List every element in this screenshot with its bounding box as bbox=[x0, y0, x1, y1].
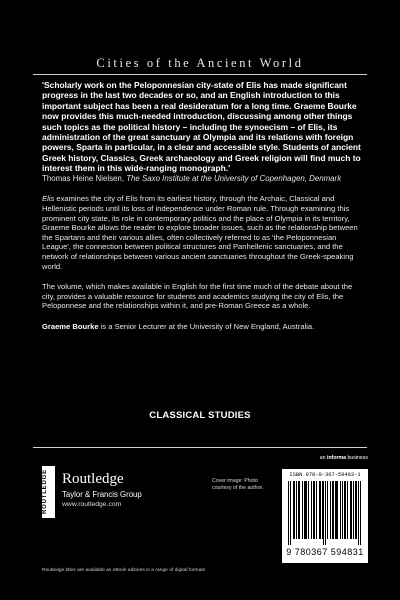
book-title-italic: Elis bbox=[42, 194, 55, 204]
barcode-bar bbox=[304, 481, 305, 539]
subject-category: CLASSICAL STUDIES bbox=[149, 410, 251, 421]
volume-paragraph: The volume, which makes available in English for the first time much of the debate about the city, provides a valuable resource for students and academics studying the city of Elis, the Peloponnese and the relationships within it, and pre-Roman Greece as a whole. bbox=[42, 282, 353, 311]
barcode-box bbox=[282, 469, 368, 563]
barcode-bar bbox=[294, 481, 295, 539]
barcode-bar bbox=[320, 481, 321, 539]
barcode-bar bbox=[360, 481, 361, 545]
barcode-bar bbox=[299, 481, 300, 539]
barcode-area bbox=[282, 455, 368, 563]
barcode-bar bbox=[302, 481, 303, 539]
endorsement-attribution bbox=[42, 174, 362, 184]
attribution-name: Thomas Heine Nielsen, bbox=[42, 173, 125, 183]
barcode-bar bbox=[288, 481, 289, 545]
publisher-text bbox=[62, 471, 142, 508]
barcode-bar bbox=[308, 481, 309, 539]
barcode-bar bbox=[344, 481, 345, 539]
logo-band-text: ROUTLEDGE bbox=[42, 469, 48, 514]
isbn-text: ISBN 978-0-367-59483-1 bbox=[289, 472, 361, 478]
publisher-name: Routledge bbox=[62, 471, 124, 487]
barcode-bar bbox=[351, 481, 352, 539]
barcode-bar bbox=[314, 481, 315, 539]
barcode-bar bbox=[353, 481, 354, 539]
top-divider bbox=[33, 74, 367, 75]
barcode-icon bbox=[288, 481, 362, 545]
barcode-bar bbox=[325, 481, 326, 545]
attribution-institution: The Saxo Institute at the University of Copenhagen, Denmark bbox=[126, 173, 342, 183]
barcode-bar bbox=[340, 481, 341, 539]
ebook-note: Routledge titles are available as eBook editions in a range of digital formats bbox=[42, 568, 206, 573]
barcode-bar bbox=[335, 481, 336, 539]
barcode-bar bbox=[316, 481, 317, 539]
barcode-bar bbox=[345, 481, 346, 539]
author-name: Graeme Bourke bbox=[42, 321, 99, 331]
barcode-bar bbox=[347, 481, 348, 539]
series-title: Cities of the Ancient World bbox=[96, 56, 304, 70]
barcode-bar bbox=[330, 481, 331, 539]
barcode-bar bbox=[337, 481, 338, 539]
routledge-band-icon bbox=[42, 466, 55, 518]
informa-imprint bbox=[282, 455, 368, 461]
barcode-bar bbox=[290, 481, 291, 545]
barcode-bar bbox=[336, 481, 337, 539]
endorsement-quote: 'Scholarly work on the Peloponnesian city-state of Elis has made significant progress in the last two decades or so, and an English introduction to this important subject has been a real desideratum for a long time. Graeme Bourke now provides this much-needed introduction, discussing among other things such topics as the political history – including the synoecism – of Elis, its administration of the great sanctuary at Olympia and its relations with foreign powers, Sparta in particular, in a clear and accessible style. Students of ancient Greek history, Classics, Greek archaeology and Greek religion will find much to interest them in this wide-ranging monograph.' bbox=[42, 80, 361, 174]
barcode-bar bbox=[322, 481, 323, 539]
barcode-bar bbox=[319, 481, 320, 539]
imprint-suffix: business bbox=[347, 455, 368, 461]
barcode-bar bbox=[293, 481, 294, 539]
barcode-bar bbox=[327, 481, 328, 539]
imprint-brand: informa bbox=[327, 455, 347, 461]
barcode-bar bbox=[342, 481, 343, 539]
bottom-divider bbox=[33, 447, 367, 448]
description-text: examines the city of Elis from its earliest history, through the Archaic, Classical and Hellenistic periods until its loss of independence under Roman rule. Through examining this prominent city state, its role in contemporary politics and the place of Olympia in its territory, Graeme Bourke allows the reader to explore broader issues, such as the relationship between the Spartans and their various allies, often collectively referred to as 'the Peloponnesian League', the connection between political structures and Panhellenic sanctuaries, and the network of relationships between various ancient sanctuaries throughout the Greek-speaking world. bbox=[42, 194, 358, 271]
barcode-bar bbox=[355, 481, 356, 539]
barcode-bar bbox=[311, 481, 312, 539]
barcode-bar bbox=[333, 481, 334, 539]
ean-digits: 9 780367 594831 bbox=[286, 547, 364, 557]
barcode-bar bbox=[298, 481, 299, 539]
barcode-bar bbox=[306, 481, 307, 539]
barcode-bar bbox=[296, 481, 297, 539]
barcode-bar bbox=[358, 481, 359, 545]
imprint-prefix: an bbox=[319, 455, 326, 461]
publisher-website: www.routledge.com bbox=[62, 501, 122, 508]
cover-image-credit: Cover image: Photo courtesy of the author. bbox=[212, 478, 264, 491]
cover-text-block bbox=[42, 80, 362, 332]
author-bio-text: is a Senior Lecturer at the University of New England, Australia. bbox=[98, 321, 315, 331]
publisher-group: Taylor & Francis Group bbox=[62, 490, 142, 499]
publisher-logo bbox=[42, 458, 192, 523]
barcode-bar bbox=[350, 481, 351, 539]
barcode-bar bbox=[313, 481, 314, 539]
author-bio bbox=[42, 322, 362, 332]
barcode-bar bbox=[323, 481, 324, 545]
book-description bbox=[42, 194, 362, 271]
barcode-bar bbox=[356, 481, 357, 539]
barcode-bar bbox=[332, 481, 333, 539]
barcode-bar bbox=[305, 481, 306, 539]
